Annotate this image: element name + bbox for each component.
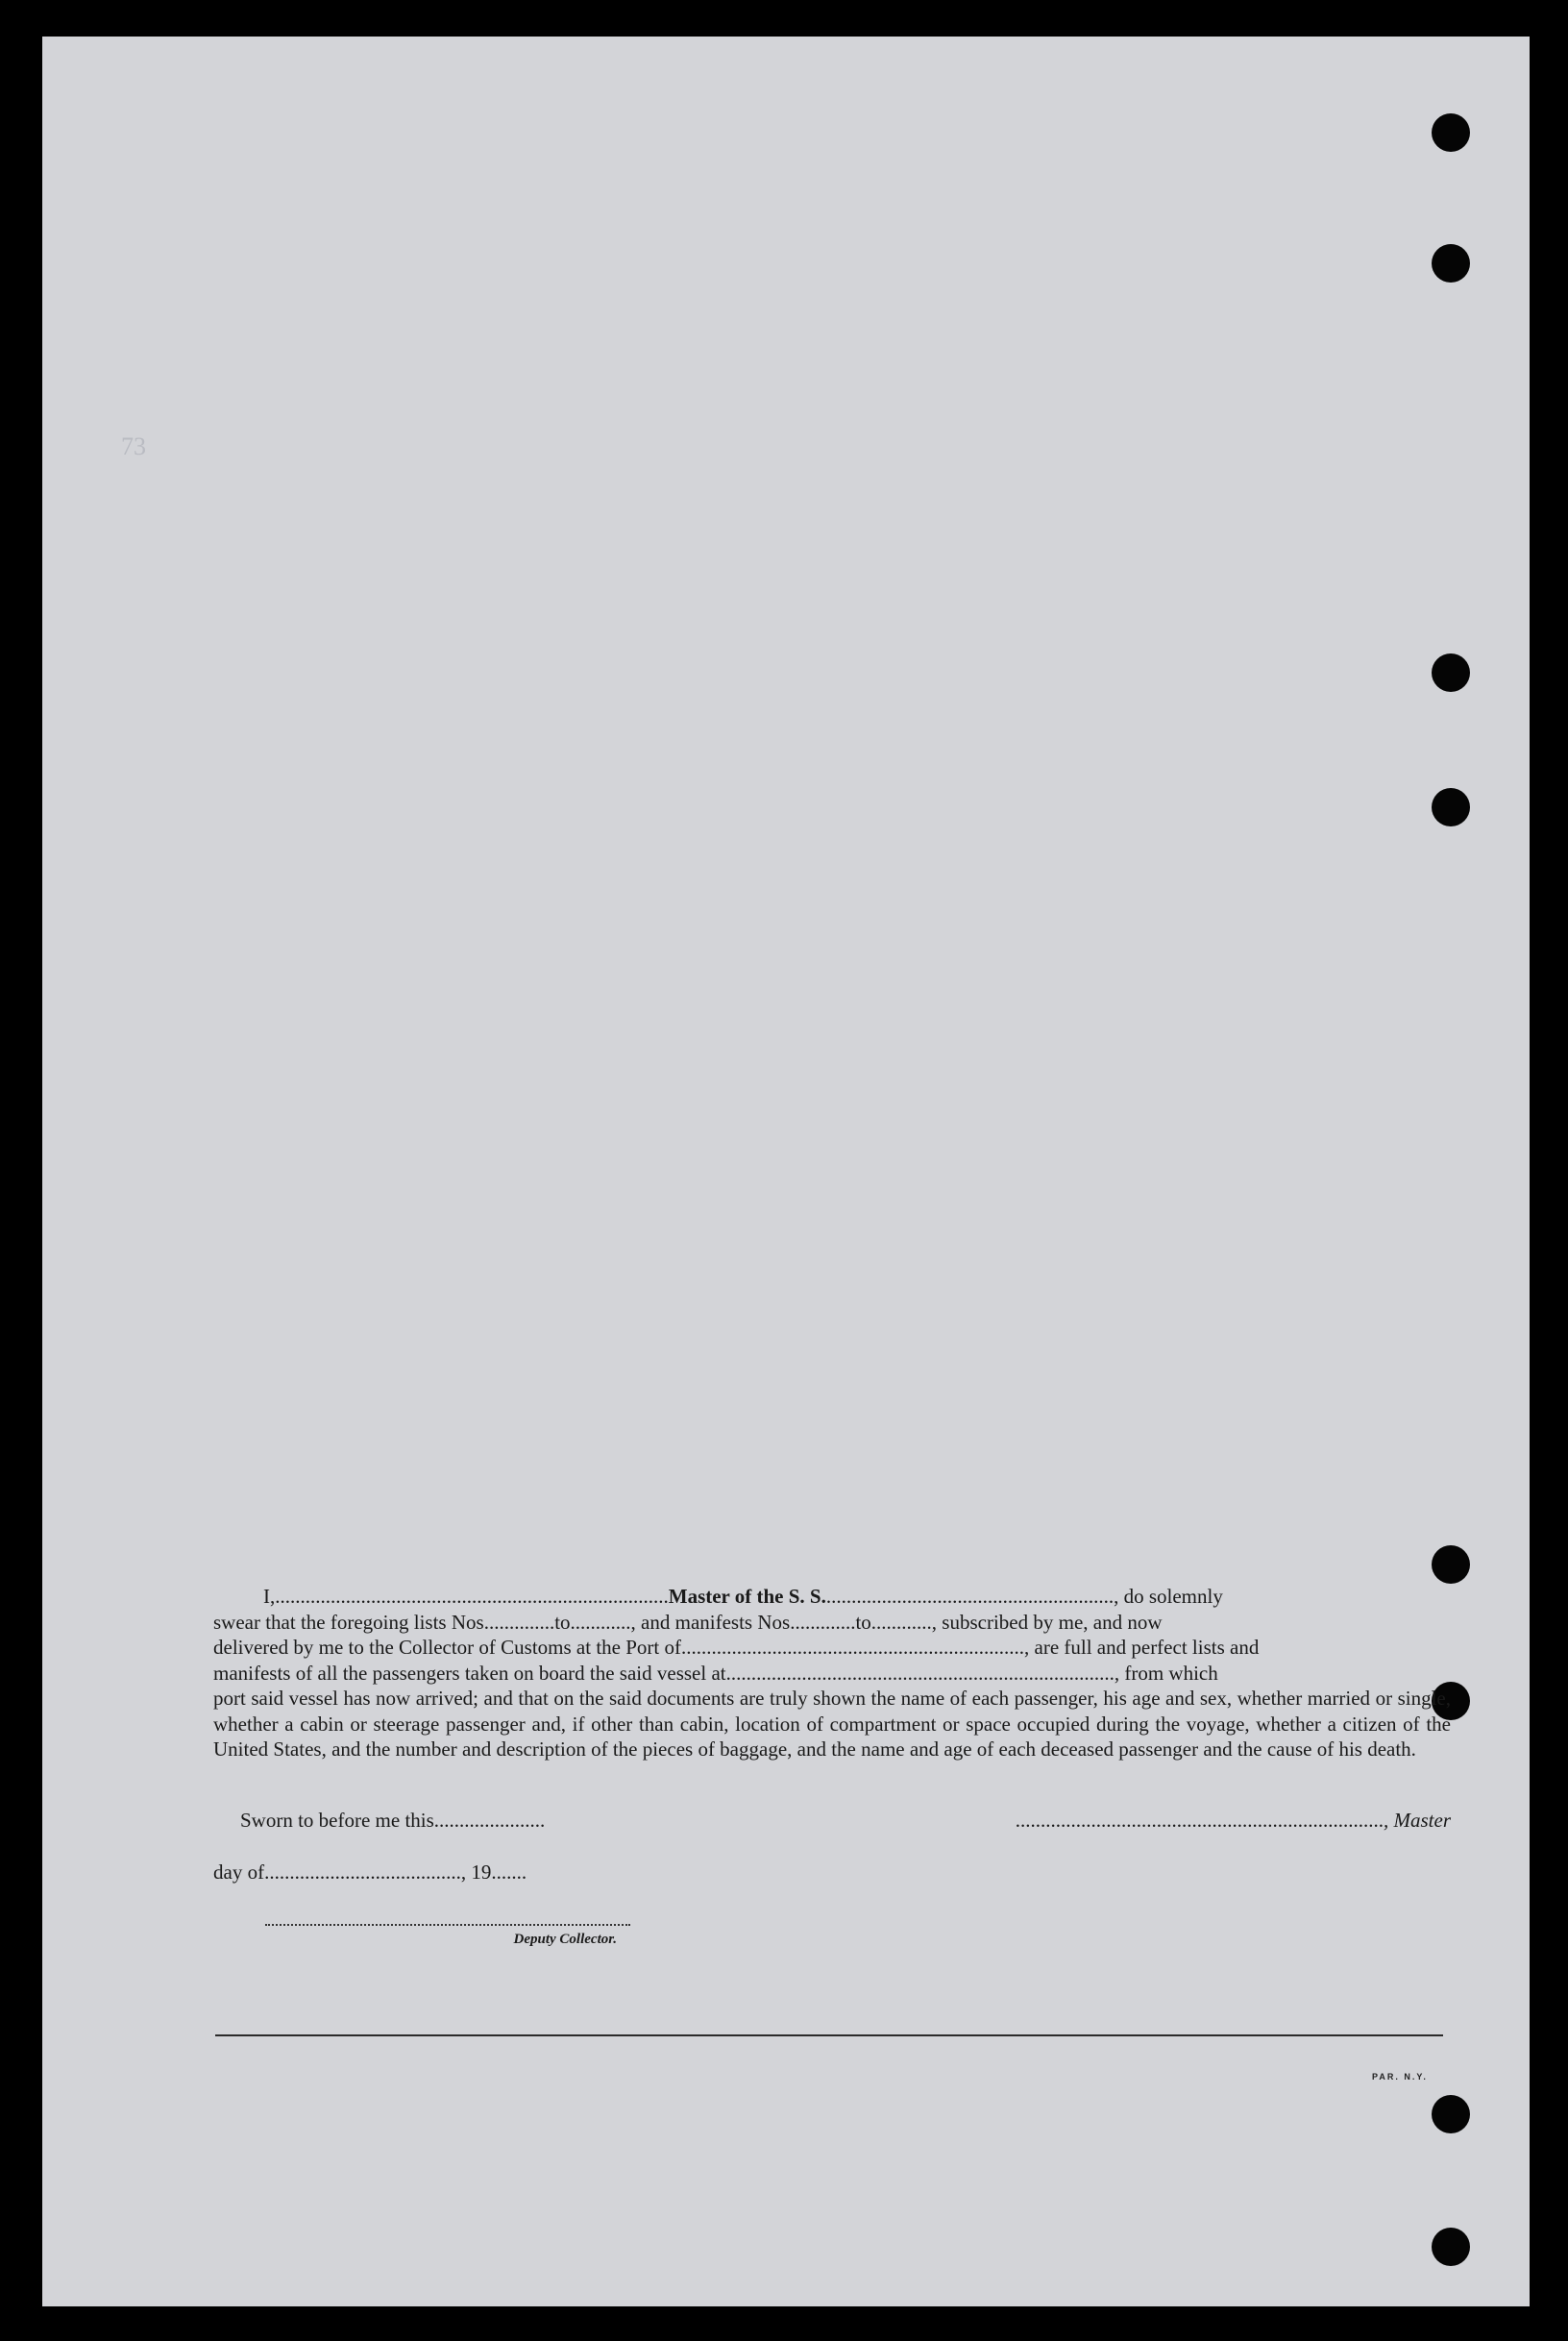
punch-hole [1432,2228,1470,2266]
master-signature-row: ........................................................................., Master [1015,1809,1451,1832]
sworn-row: Sworn to before me this...................... [240,1809,546,1832]
oath-body: port said vessel has now arrived; and that on the said documents are truly shown the name of each passenger, his age and sex, whether married or single, whether a cabin or steerage passenger and, if other than cabin, location of compartment or space occupied during the voyage, whether a citizen of the United States, and the number and description of the pieces of baggage, and the name and age of each deceased passenger and the cause of his death. [213,1687,1451,1761]
oath-line2-c: , subscribed by me, and now [931,1610,1163,1634]
oath-line2-a: swear that the foregoing lists Nos. [213,1610,489,1634]
oath-line4-a: manifests of all the passengers taken on board the said vessel at [213,1661,726,1685]
punch-hole [1432,113,1470,152]
deputy-signature-line [265,1924,630,1926]
do-solemnly: , do solemnly [1114,1585,1223,1608]
punch-hole [1432,788,1470,826]
master-of-label: Master of the S. S. [668,1585,826,1608]
oath-line2-b: , and manifests Nos. [630,1610,796,1634]
oath-paragraph: I,..............................................................................Master of the S. S.........................................................., do solemnly swear that the foregoing lists Nos..............to............, and manifests Nos.............to............, subscribed by me, and now delivered by me to the Collector of Customs at the Port of...................................................................., are full and perfect lists and manifests of all the passengers taken on board the said vessel at............................................................................., from which port said vessel has now arrived; and that on the said documents are truly shown the name of each passenger, his age and sex, whether married or single, whether a cabin or steerage passenger and, if other than cabin, location of compartment or space occupied during the voyage, whether a citizen of the United States, and the number and description of the pieces of baggage, and the name and age of each deceased passenger and the cause of his death. [213,1585,1451,1761]
oath-line3-b: , are full and perfect lists and [1024,1636,1260,1659]
sworn-label: Sworn to before me this [240,1809,434,1832]
punch-hole [1432,244,1470,283]
master-label: , Master [1384,1809,1451,1832]
oath-line3-a: delivered by me to the Collector of Customs at the Port of [213,1636,681,1659]
oath-lead: I, [263,1585,276,1608]
punch-hole [1432,1545,1470,1584]
bottom-rule [215,2034,1443,2036]
oath-line2-to1: to [554,1610,571,1634]
oath-line2-to2: to [855,1610,871,1634]
year-prefix: , 19 [460,1860,492,1884]
printer-mark: PAR. N.Y. [1372,2072,1428,2082]
day-row: day of......................................., 19....... [213,1860,527,1884]
day-of-label: day of [213,1860,265,1884]
margin-note: 73 [121,432,146,460]
punch-hole [1432,653,1470,692]
punch-hole [1432,2095,1470,2133]
manifest-page [42,37,1530,2306]
deputy-collector-label: Deputy Collector. [513,1932,617,1947]
oath-line4-b: , from which [1114,1661,1218,1685]
